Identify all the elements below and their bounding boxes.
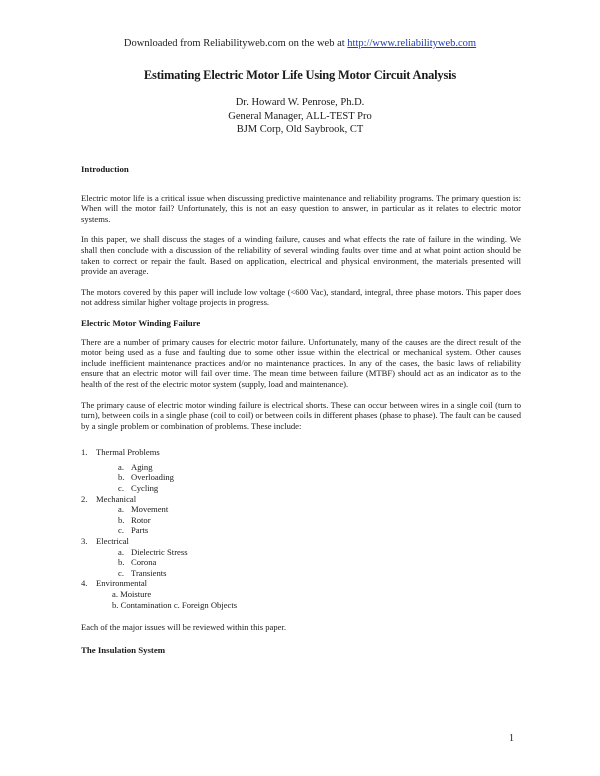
author-block bbox=[0, 96, 600, 137]
list-item: b. Corona bbox=[118, 557, 157, 568]
list-item: b. Contamination c. Foreign Objects bbox=[112, 599, 238, 610]
intro-paragraph-1: Electric motor life is a critical issue when discussing predictive maintenance and reliability programs. The primary question is: When will the motor fail? Unfortunately, this is not an easy question to answer, in particular as it relates to electric motor systems. bbox=[81, 192, 521, 224]
author-name: Dr. Howard W. Penrose, Ph.D. bbox=[235, 97, 365, 108]
paper-title: Estimating Electric Motor Life Using Motor Circuit Analysis bbox=[143, 68, 457, 82]
section-heading-insulation: The Insulation System bbox=[81, 644, 166, 655]
list-item: c. Parts bbox=[118, 525, 149, 536]
author-role: General Manager, ALL-TEST Pro bbox=[228, 110, 372, 122]
paper-body bbox=[81, 164, 521, 673]
list-item: c. Cycling bbox=[118, 483, 159, 494]
intro-paragraph-3: The motors covered by this paper will include low voltage (<600 Vac), standard, integral, three phase motors. This paper does not address similar higher voltage projects in progress. bbox=[81, 286, 521, 308]
source-link[interactable]: http://www.reliabilityweb.com bbox=[347, 38, 477, 49]
list-item: b. Rotor bbox=[118, 514, 151, 525]
list-item: 3. Electrical bbox=[81, 536, 129, 547]
intro-paragraph-2: In this paper, we shall discuss the stages of a winding failure, causes and what effects the rate of failure in the winding. We shall then conclude with a discussion of the reliability of several winding faults over time and at what point action should be taken to correct or repair the fault. Based on application, electrical and physical environment, the materials presented will provide an average. bbox=[81, 234, 521, 277]
list-item: 2. Mechanical bbox=[81, 493, 137, 504]
winding-paragraph-1: There are a number of primary causes for electric motor failure. Unfortunately, many of the causes are the direct result of the motor being used as a fuse and faulting due to some other issue within the electrical or mechanical system. Other causes include inefficient maintenance practices and/or no maintenance practices. In any of the cases, the basic laws of reliability ensure that an electric motor will fail over time. The mean time between failure (MTBF) should act as an indicator as to the health of the rest of the electric motor system (supply, load and maintenance). bbox=[81, 336, 521, 389]
list-item: a. Aging bbox=[118, 461, 153, 472]
download-header bbox=[0, 38, 600, 49]
list-item: 4. Environmental bbox=[81, 578, 148, 589]
header-prefix: Downloaded from Reliabilityweb.com on the web at bbox=[123, 38, 348, 49]
list-item: b. Overloading bbox=[118, 472, 174, 483]
section-heading-introduction: Introduction bbox=[81, 164, 129, 174]
section-heading-winding-failure: Electric Motor Winding Failure bbox=[81, 317, 201, 328]
list-item: a. Dielectric Stress bbox=[118, 546, 188, 557]
author-affiliation: BJM Corp, Old Saybrook, CT bbox=[236, 124, 364, 135]
winding-paragraph-3: Each of the major issues will be reviewed within this paper. bbox=[81, 622, 287, 633]
winding-paragraph-2: The primary cause of electric motor winding failure is electrical shorts. These can occur between wires in a single coil (turn to turn), between coils in a single phase (coil to coil) or between coils in different phases (phase to phase). The fault can be caused by a single problem or combination of problems. These include: bbox=[81, 399, 521, 431]
list-item: c. Transients bbox=[118, 567, 167, 578]
page-number: 1 bbox=[509, 733, 514, 744]
list-item: 1. Thermal Problems bbox=[81, 447, 160, 458]
failure-causes-list bbox=[81, 447, 521, 610]
list-item: a. Movement bbox=[118, 504, 169, 515]
list-item: a. Moisture bbox=[112, 589, 152, 599]
